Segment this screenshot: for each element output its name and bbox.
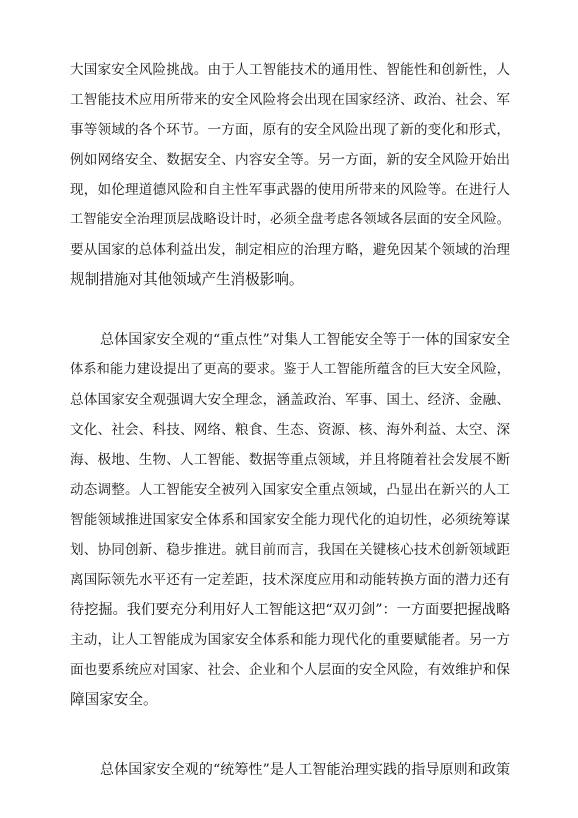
text-line: 面也要系统应对国家、社会、企业和个人层面的安全风险，有效维护和保 [70,662,510,678]
text-line: 体系和能力建设提出了更高的要求。鉴于人工智能所蕴含的巨大安全风险， [70,362,510,377]
text-line: 障国家安全。 [70,691,158,708]
text-line: 例如网络安全、数据安全、内容安全等。另一方面，新的安全风险开始出 [70,152,510,168]
text-line: 总体国家安全观的“统筹性”是人工智能治理实践的指导原则和政策 [100,762,510,778]
text-line: 划、协同创新、稳步推进。就目前而言，我国在关键核心技术创新领域距 [70,542,510,558]
text-line: 事等领域的各个环节。一方面，原有的安全风险出现了新的变化和形式， [70,122,510,138]
text-line: 要从国家的总体利益出发，制定相应的治理方略，避免因某个领域的治理 [70,242,510,258]
text-line: 总体国家安全观强调大安全理念，涵盖政治、军事、国土、经济、金融、 [70,392,510,408]
text-line: 总体国家安全观的“重点性”对集人工智能安全等于一体的国家安全 [100,332,510,348]
text-line: 智能领域推进国家安全体系和国家安全能力现代化的迫切性，必须统筹谋 [70,512,510,528]
text-line: 工智能技术应用所带来的安全风险将会出现在国家经济、政治、社会、军 [70,92,510,108]
text-line: 海、极地、生物、人工智能、数据等重点领域，并且将随着社会发展不断 [70,452,510,468]
text-line: 现，如伦理道德风险和自主性军事武器的使用所带来的风险等。在进行人 [70,182,510,198]
text-line: 离国际领先水平还有一定差距，技术深度应用和动能转换方面的潜力还有 [70,572,510,588]
text-line: 动态调整。人工智能安全被列入国家安全重点领域，凸显出在新兴的人工 [70,482,510,498]
text-line: 待挖掘。我们要充分利用好人工智能这把“双刃剑”：一方面要把握战略 [70,602,511,618]
text-line: 规制措施对其他领域产生消极影响。 [70,271,304,288]
text-line: 工智能安全治理顶层战略设计时，必须全盘考虑各领域各层面的安全风险。 [70,212,510,227]
text-line: 文化、社会、科技、网络、粮食、生态、资源、核、海外利益、太空、深 [70,422,510,438]
text-line: 大国家安全风险挑战。由于人工智能技术的通用性、智能性和创新性，人 [70,62,510,78]
text-line: 主动，让人工智能成为国家安全体系和能力现代化的重要赋能者。另一方 [70,632,510,648]
